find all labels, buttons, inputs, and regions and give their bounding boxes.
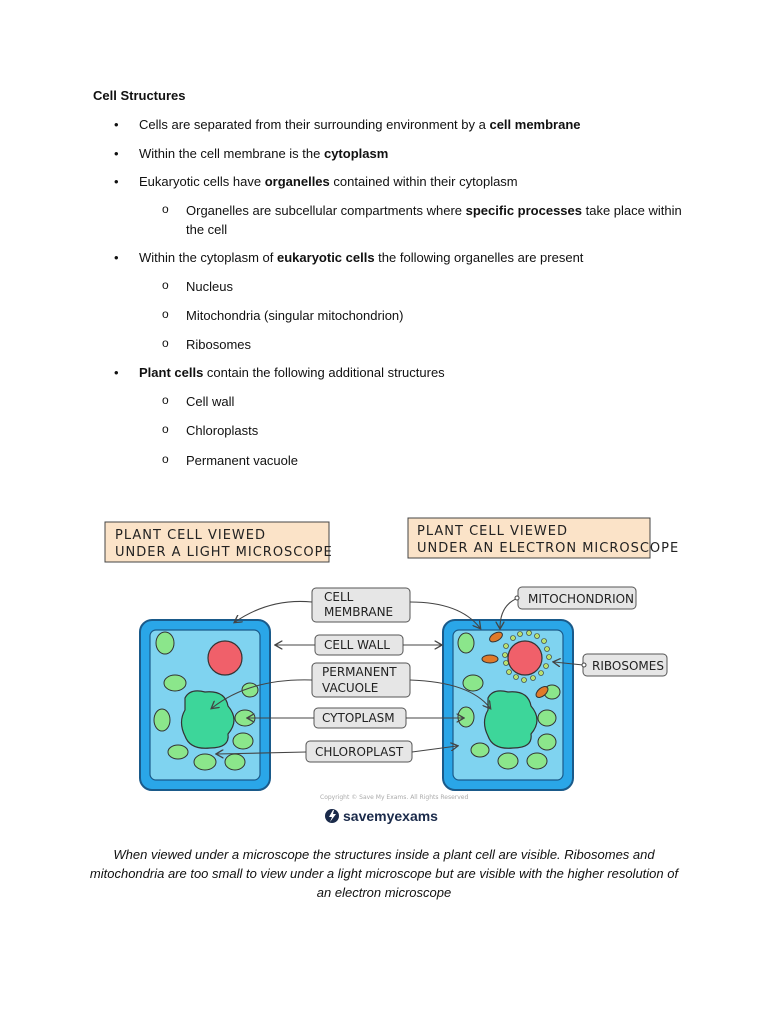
sub-bullet-marker: o <box>162 452 169 466</box>
label-text: CELL <box>324 590 354 604</box>
bold-term: Plant cells <box>139 365 204 380</box>
title-light-line2: UNDER A LIGHT MICROSCOPE <box>115 545 333 560</box>
sub-bullet-marker: o <box>162 393 169 407</box>
sub-bullet-marker: o <box>162 278 169 292</box>
bold-term: cytoplasm <box>323 146 389 161</box>
text: Within the cytoplasm of <box>139 250 277 265</box>
text: the following organelles are present <box>374 250 584 265</box>
chloroplast <box>164 675 186 691</box>
text: take place within the cell <box>186 203 682 237</box>
sub-list-item <box>186 201 686 239</box>
sub-list-item: Chloroplasts <box>186 423 259 438</box>
label-text: CYTOPLASM <box>322 711 395 725</box>
mitochondrion <box>482 655 498 663</box>
title-electron-microscope <box>408 518 679 558</box>
label-cell-membrane <box>312 588 410 622</box>
list-item <box>139 115 699 134</box>
label-text: CELL WALL <box>324 638 390 652</box>
label-text: CHLOROPLAST <box>315 745 404 759</box>
label-text: MEMBRANE <box>324 605 394 619</box>
chloroplast <box>463 675 483 691</box>
sub-list-item: Cell wall <box>186 394 235 409</box>
vacuole <box>485 691 538 748</box>
text: contained within their cytoplasm <box>329 174 518 189</box>
sub-list-item: Permanent vacuole <box>186 453 299 468</box>
text: Within the cell membrane is the <box>139 146 324 161</box>
bold-term: organelles <box>264 174 330 189</box>
label-cytoplasm <box>314 708 406 728</box>
chloroplast <box>225 754 245 770</box>
label-ribosomes <box>583 654 667 676</box>
list-item <box>139 248 699 267</box>
figure-caption: When viewed under a microscope the structures inside a plant cell are visible. Ribosomes and mitochondria are too small to view under a light microscope but are visible with the higher resolution of an electron microscope <box>89 847 679 900</box>
chloroplast <box>498 753 518 769</box>
electron-microscope-cell <box>443 620 573 790</box>
title-light-line1: PLANT CELL VIEWED <box>115 528 266 543</box>
title-electron-line2: UNDER AN ELECTRON MICROSCOPE <box>417 541 680 556</box>
label-text: PERMANENT <box>322 665 397 679</box>
text: Eukaryotic cells have <box>139 174 265 189</box>
bullet-marker: • <box>114 146 119 161</box>
bullet-marker: • <box>114 117 119 132</box>
text: Cells are separated from their surrounding environment by a <box>139 117 490 132</box>
sub-bullet-marker: o <box>162 202 169 216</box>
text: contain the following additional structures <box>203 365 445 380</box>
chloroplast <box>471 743 489 757</box>
chloroplast <box>458 633 474 653</box>
plant-cell-diagram <box>100 510 680 830</box>
copyright-text: Copyright © Save My Exams. All Rights Reserved <box>320 794 469 801</box>
sub-list-item: Mitochondria (singular mitochondrion) <box>186 308 404 323</box>
chloroplast <box>154 709 170 731</box>
bold-term: cell membrane <box>489 117 581 132</box>
light-microscope-cell <box>140 620 270 790</box>
bullet-marker: • <box>114 250 119 265</box>
page-heading: Cell Structures <box>93 88 186 103</box>
label-text: VACUOLE <box>322 681 379 695</box>
sub-bullet-marker: o <box>162 422 169 436</box>
chloroplast <box>168 745 188 759</box>
list-item <box>139 144 699 163</box>
vacuole <box>182 691 235 748</box>
brand-logo <box>325 808 438 824</box>
list-item <box>139 363 699 382</box>
label-text: RIBOSOMES <box>592 659 664 673</box>
nucleus <box>208 641 242 675</box>
text: Organelles are subcellular compartments where <box>186 203 466 218</box>
list-item <box>139 172 699 191</box>
label-text: MITOCHONDRION <box>528 592 635 606</box>
label-permanent-vacuole <box>312 663 410 697</box>
bold-term: specific processes <box>465 203 582 218</box>
chloroplast <box>458 707 474 727</box>
title-light-microscope <box>105 522 333 562</box>
chloroplast <box>527 753 547 769</box>
sub-bullet-marker: o <box>162 336 169 350</box>
bullet-marker: • <box>114 174 119 189</box>
bold-term: eukaryotic cells <box>277 250 375 265</box>
sub-bullet-marker: o <box>162 307 169 321</box>
chloroplast <box>233 733 253 749</box>
sub-list-item: Nucleus <box>186 279 233 294</box>
label-chloroplast <box>306 741 412 762</box>
nucleus <box>508 641 542 675</box>
label-cell-wall <box>315 635 403 655</box>
chloroplast <box>156 632 174 654</box>
bullet-marker: • <box>114 365 119 380</box>
sub-list-item: Ribosomes <box>186 337 252 352</box>
chloroplast <box>538 710 556 726</box>
title-electron-line1: PLANT CELL VIEWED <box>417 524 568 539</box>
brand-text: savemyexams <box>343 808 438 824</box>
chloroplast <box>194 754 216 770</box>
label-mitochondrion <box>518 587 636 609</box>
chloroplast <box>538 734 556 750</box>
